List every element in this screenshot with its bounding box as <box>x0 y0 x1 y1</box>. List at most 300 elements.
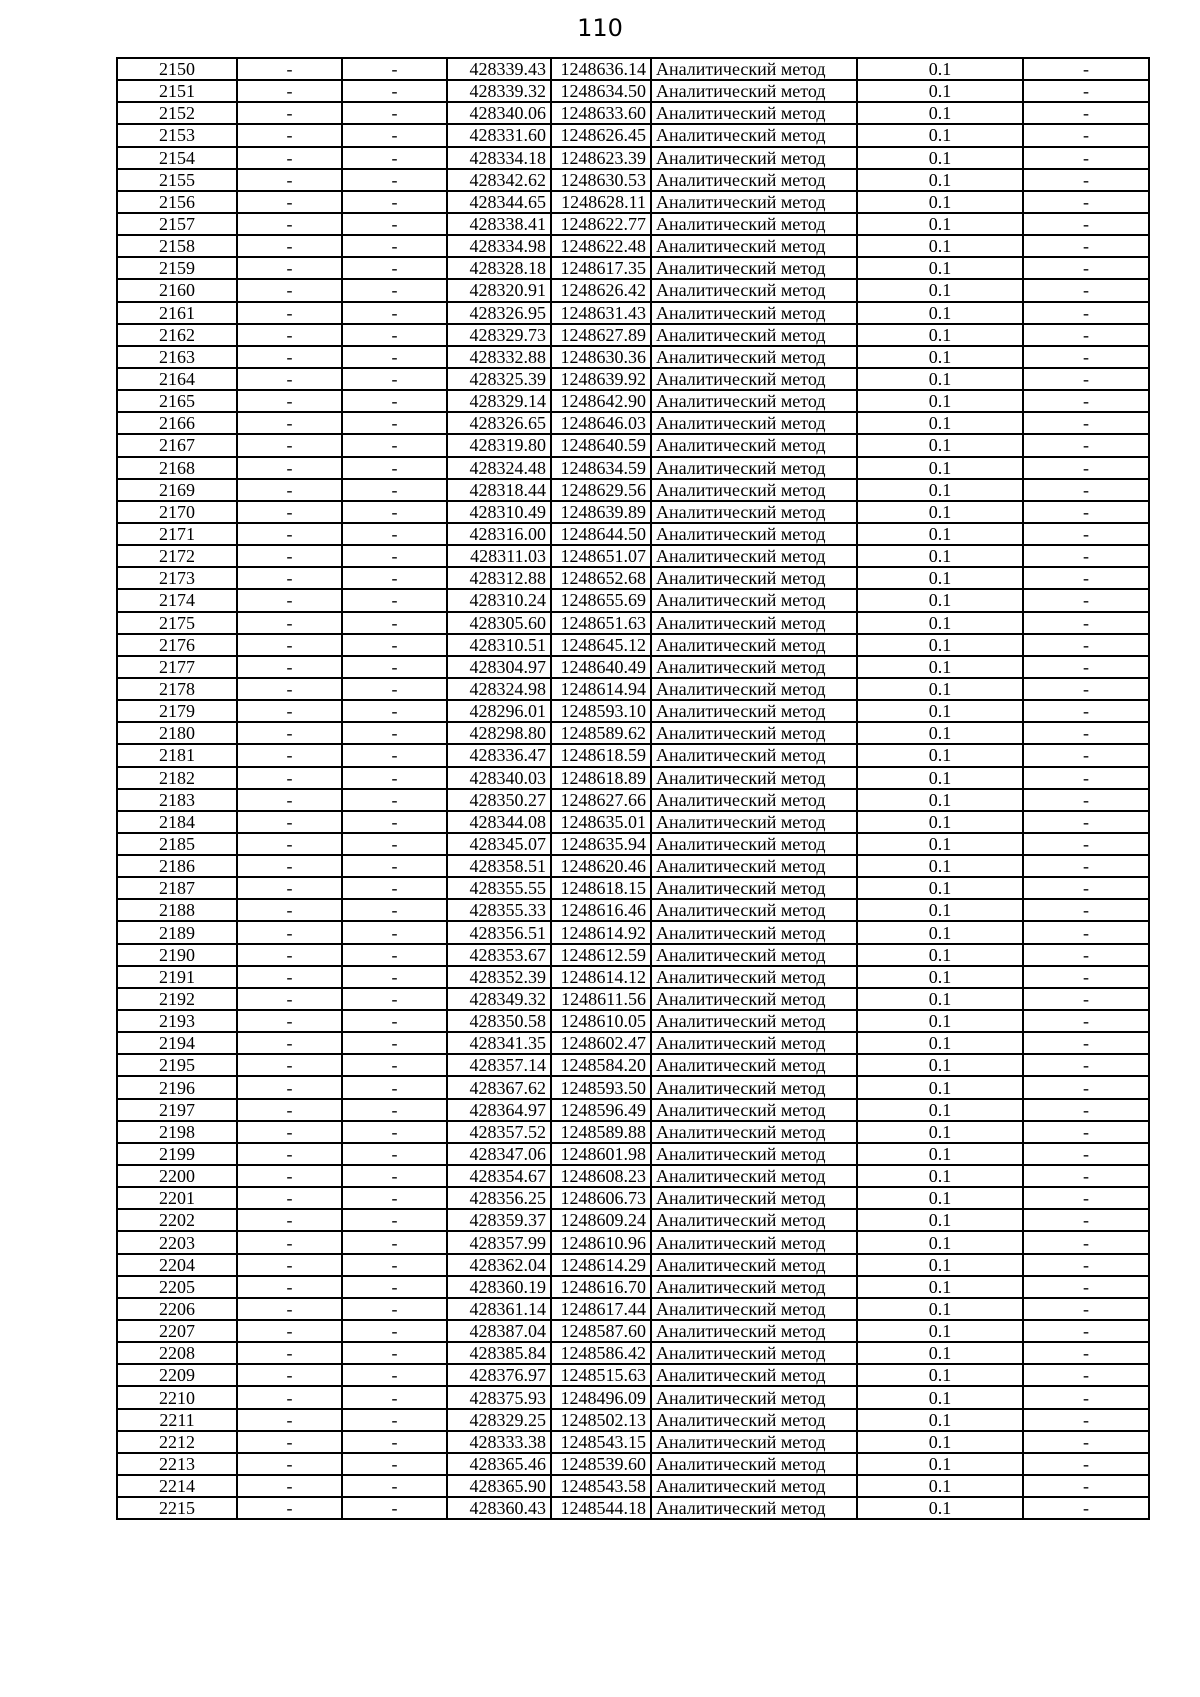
x-coordinate-cell: 428340.06 <box>447 102 551 124</box>
method-cell: Аналитический метод <box>651 1475 857 1497</box>
method-cell: Аналитический метод <box>651 102 857 124</box>
x-coordinate-cell: 428357.99 <box>447 1231 551 1253</box>
precision-cell: 0.1 <box>857 368 1023 390</box>
precision-cell: 0.1 <box>857 1409 1023 1431</box>
table-row <box>117 1497 1149 1519</box>
x-coordinate-cell: 428353.67 <box>447 944 551 966</box>
x-coordinate-cell: 428344.65 <box>447 191 551 213</box>
y-coordinate-cell: 1248627.66 <box>551 789 651 811</box>
method-cell: Аналитический метод <box>651 213 857 235</box>
table-row <box>117 966 1149 988</box>
table-row <box>117 213 1149 235</box>
description-cell: - <box>1023 346 1149 368</box>
point-number-cell: 2190 <box>117 944 237 966</box>
x-coordinate-cell: 428350.27 <box>447 789 551 811</box>
method-cell: Аналитический метод <box>651 1386 857 1408</box>
dash-cell-1: - <box>237 80 342 102</box>
x-coordinate-cell: 428305.60 <box>447 612 551 634</box>
description-cell: - <box>1023 368 1149 390</box>
y-coordinate-cell: 1248610.05 <box>551 1010 651 1032</box>
point-number-cell: 2188 <box>117 899 237 921</box>
dash-cell-1: - <box>237 567 342 589</box>
point-number-cell: 2185 <box>117 833 237 855</box>
point-number-cell: 2177 <box>117 656 237 678</box>
dash-cell-2: - <box>342 457 447 479</box>
method-cell: Аналитический метод <box>651 412 857 434</box>
dash-cell-2: - <box>342 324 447 346</box>
description-cell: - <box>1023 1386 1149 1408</box>
dash-cell-2: - <box>342 589 447 611</box>
description-cell: - <box>1023 191 1149 213</box>
point-number-cell: 2156 <box>117 191 237 213</box>
y-coordinate-cell: 1248633.60 <box>551 102 651 124</box>
point-number-cell: 2193 <box>117 1010 237 1032</box>
point-number-cell: 2172 <box>117 545 237 567</box>
dash-cell-1: - <box>237 1298 342 1320</box>
x-coordinate-cell: 428350.58 <box>447 1010 551 1032</box>
y-coordinate-cell: 1248614.29 <box>551 1254 651 1276</box>
precision-cell: 0.1 <box>857 855 1023 877</box>
table-row <box>117 1320 1149 1342</box>
dash-cell-2: - <box>342 1099 447 1121</box>
point-number-cell: 2184 <box>117 811 237 833</box>
description-cell: - <box>1023 1453 1149 1475</box>
point-number-cell: 2195 <box>117 1054 237 1076</box>
y-coordinate-cell: 1248646.03 <box>551 412 651 434</box>
dash-cell-1: - <box>237 612 342 634</box>
dash-cell-1: - <box>237 589 342 611</box>
y-coordinate-cell: 1248589.62 <box>551 722 651 744</box>
dash-cell-2: - <box>342 1298 447 1320</box>
dash-cell-2: - <box>342 58 447 80</box>
method-cell: Аналитический метод <box>651 80 857 102</box>
description-cell: - <box>1023 855 1149 877</box>
x-coordinate-cell: 428365.90 <box>447 1475 551 1497</box>
method-cell: Аналитический метод <box>651 1209 857 1231</box>
dash-cell-1: - <box>237 811 342 833</box>
table-row <box>117 1409 1149 1431</box>
dash-cell-2: - <box>342 1187 447 1209</box>
table-row <box>117 1254 1149 1276</box>
point-number-cell: 2212 <box>117 1431 237 1453</box>
method-cell: Аналитический метод <box>651 1121 857 1143</box>
y-coordinate-cell: 1248655.69 <box>551 589 651 611</box>
precision-cell: 0.1 <box>857 921 1023 943</box>
y-coordinate-cell: 1248612.59 <box>551 944 651 966</box>
dash-cell-2: - <box>342 1054 447 1076</box>
y-coordinate-cell: 1248630.53 <box>551 169 651 191</box>
y-coordinate-cell: 1248629.56 <box>551 479 651 501</box>
table-row <box>117 877 1149 899</box>
dash-cell-2: - <box>342 523 447 545</box>
dash-cell-1: - <box>237 678 342 700</box>
y-coordinate-cell: 1248631.43 <box>551 302 651 324</box>
x-coordinate-cell: 428376.97 <box>447 1364 551 1386</box>
point-number-cell: 2152 <box>117 102 237 124</box>
dash-cell-2: - <box>342 921 447 943</box>
dash-cell-1: - <box>237 988 342 1010</box>
x-coordinate-cell: 428304.97 <box>447 656 551 678</box>
dash-cell-1: - <box>237 789 342 811</box>
precision-cell: 0.1 <box>857 1076 1023 1098</box>
y-coordinate-cell: 1248622.48 <box>551 235 651 257</box>
description-cell: - <box>1023 1497 1149 1519</box>
precision-cell: 0.1 <box>857 102 1023 124</box>
dash-cell-1: - <box>237 412 342 434</box>
method-cell: Аналитический метод <box>651 612 857 634</box>
table-row <box>117 147 1149 169</box>
point-number-cell: 2198 <box>117 1121 237 1143</box>
dash-cell-2: - <box>342 944 447 966</box>
dash-cell-1: - <box>237 368 342 390</box>
dash-cell-1: - <box>237 944 342 966</box>
method-cell: Аналитический метод <box>651 479 857 501</box>
dash-cell-1: - <box>237 899 342 921</box>
table-row <box>117 1143 1149 1165</box>
description-cell: - <box>1023 1320 1149 1342</box>
dash-cell-1: - <box>237 1121 342 1143</box>
x-coordinate-cell: 428334.98 <box>447 235 551 257</box>
description-cell: - <box>1023 678 1149 700</box>
dash-cell-1: - <box>237 235 342 257</box>
x-coordinate-cell: 428362.04 <box>447 1254 551 1276</box>
description-cell: - <box>1023 390 1149 412</box>
dash-cell-1: - <box>237 434 342 456</box>
dash-cell-2: - <box>342 102 447 124</box>
point-number-cell: 2187 <box>117 877 237 899</box>
y-coordinate-cell: 1248609.24 <box>551 1209 651 1231</box>
description-cell: - <box>1023 1231 1149 1253</box>
point-number-cell: 2205 <box>117 1276 237 1298</box>
dash-cell-1: - <box>237 1453 342 1475</box>
point-number-cell: 2200 <box>117 1165 237 1187</box>
dash-cell-1: - <box>237 213 342 235</box>
precision-cell: 0.1 <box>857 279 1023 301</box>
table-row <box>117 722 1149 744</box>
y-coordinate-cell: 1248627.89 <box>551 324 651 346</box>
dash-cell-1: - <box>237 124 342 146</box>
table-row <box>117 457 1149 479</box>
dash-cell-2: - <box>342 988 447 1010</box>
table-row <box>117 1165 1149 1187</box>
y-coordinate-cell: 1248584.20 <box>551 1054 651 1076</box>
dash-cell-2: - <box>342 1453 447 1475</box>
dash-cell-1: - <box>237 102 342 124</box>
description-cell: - <box>1023 1187 1149 1209</box>
description-cell: - <box>1023 279 1149 301</box>
dash-cell-2: - <box>342 899 447 921</box>
precision-cell: 0.1 <box>857 966 1023 988</box>
description-cell: - <box>1023 789 1149 811</box>
table-row <box>117 589 1149 611</box>
table-row <box>117 567 1149 589</box>
x-coordinate-cell: 428365.46 <box>447 1453 551 1475</box>
description-cell: - <box>1023 545 1149 567</box>
point-number-cell: 2170 <box>117 501 237 523</box>
y-coordinate-cell: 1248618.15 <box>551 877 651 899</box>
x-coordinate-cell: 428356.25 <box>447 1187 551 1209</box>
description-cell: - <box>1023 899 1149 921</box>
point-number-cell: 2182 <box>117 767 237 789</box>
description-cell: - <box>1023 833 1149 855</box>
dash-cell-2: - <box>342 147 447 169</box>
table-row <box>117 501 1149 523</box>
point-number-cell: 2196 <box>117 1076 237 1098</box>
x-coordinate-cell: 428367.62 <box>447 1076 551 1098</box>
x-coordinate-cell: 428328.18 <box>447 257 551 279</box>
table-row <box>117 368 1149 390</box>
table-row <box>117 523 1149 545</box>
x-coordinate-cell: 428311.03 <box>447 545 551 567</box>
y-coordinate-cell: 1248651.63 <box>551 612 651 634</box>
method-cell: Аналитический метод <box>651 1054 857 1076</box>
dash-cell-2: - <box>342 390 447 412</box>
table-row <box>117 656 1149 678</box>
table-row <box>117 1453 1149 1475</box>
y-coordinate-cell: 1248616.70 <box>551 1276 651 1298</box>
method-cell: Аналитический метод <box>651 1032 857 1054</box>
precision-cell: 0.1 <box>857 567 1023 589</box>
precision-cell: 0.1 <box>857 1209 1023 1231</box>
description-cell: - <box>1023 612 1149 634</box>
x-coordinate-cell: 428355.55 <box>447 877 551 899</box>
point-number-cell: 2165 <box>117 390 237 412</box>
y-coordinate-cell: 1248608.23 <box>551 1165 651 1187</box>
point-number-cell: 2154 <box>117 147 237 169</box>
dash-cell-1: - <box>237 58 342 80</box>
point-number-cell: 2168 <box>117 457 237 479</box>
precision-cell: 0.1 <box>857 1165 1023 1187</box>
dash-cell-2: - <box>342 279 447 301</box>
table-row <box>117 58 1149 80</box>
table-row <box>117 744 1149 766</box>
description-cell: - <box>1023 501 1149 523</box>
dash-cell-2: - <box>342 412 447 434</box>
precision-cell: 0.1 <box>857 390 1023 412</box>
description-cell: - <box>1023 1010 1149 1032</box>
dash-cell-1: - <box>237 457 342 479</box>
precision-cell: 0.1 <box>857 169 1023 191</box>
method-cell: Аналитический метод <box>651 700 857 722</box>
y-coordinate-cell: 1248614.12 <box>551 966 651 988</box>
dash-cell-1: - <box>237 1209 342 1231</box>
point-number-cell: 2167 <box>117 434 237 456</box>
description-cell: - <box>1023 767 1149 789</box>
y-coordinate-cell: 1248652.68 <box>551 567 651 589</box>
dash-cell-2: - <box>342 634 447 656</box>
x-coordinate-cell: 428338.41 <box>447 213 551 235</box>
dash-cell-1: - <box>237 191 342 213</box>
point-number-cell: 2155 <box>117 169 237 191</box>
x-coordinate-cell: 428324.98 <box>447 678 551 700</box>
method-cell: Аналитический метод <box>651 1364 857 1386</box>
table-row <box>117 1364 1149 1386</box>
x-coordinate-cell: 428342.62 <box>447 169 551 191</box>
y-coordinate-cell: 1248617.44 <box>551 1298 651 1320</box>
method-cell: Аналитический метод <box>651 589 857 611</box>
description-cell: - <box>1023 1431 1149 1453</box>
x-coordinate-cell: 428320.91 <box>447 279 551 301</box>
precision-cell: 0.1 <box>857 877 1023 899</box>
precision-cell: 0.1 <box>857 1453 1023 1475</box>
dash-cell-1: - <box>237 722 342 744</box>
dash-cell-1: - <box>237 1076 342 1098</box>
precision-cell: 0.1 <box>857 324 1023 346</box>
y-coordinate-cell: 1248614.92 <box>551 921 651 943</box>
description-cell: - <box>1023 1076 1149 1098</box>
method-cell: Аналитический метод <box>651 147 857 169</box>
dash-cell-1: - <box>237 1010 342 1032</box>
dash-cell-2: - <box>342 368 447 390</box>
method-cell: Аналитический метод <box>651 324 857 346</box>
description-cell: - <box>1023 1209 1149 1231</box>
table-row <box>117 988 1149 1010</box>
x-coordinate-cell: 428333.38 <box>447 1431 551 1453</box>
description-cell: - <box>1023 1143 1149 1165</box>
description-cell: - <box>1023 1032 1149 1054</box>
table-row <box>117 169 1149 191</box>
method-cell: Аналитический метод <box>651 833 857 855</box>
precision-cell: 0.1 <box>857 789 1023 811</box>
dash-cell-1: - <box>237 279 342 301</box>
y-coordinate-cell: 1248606.73 <box>551 1187 651 1209</box>
precision-cell: 0.1 <box>857 634 1023 656</box>
description-cell: - <box>1023 324 1149 346</box>
precision-cell: 0.1 <box>857 1032 1023 1054</box>
precision-cell: 0.1 <box>857 434 1023 456</box>
point-number-cell: 2153 <box>117 124 237 146</box>
precision-cell: 0.1 <box>857 1143 1023 1165</box>
dash-cell-2: - <box>342 811 447 833</box>
precision-cell: 0.1 <box>857 656 1023 678</box>
method-cell: Аналитический метод <box>651 921 857 943</box>
dash-cell-2: - <box>342 501 447 523</box>
x-coordinate-cell: 428329.14 <box>447 390 551 412</box>
dash-cell-2: - <box>342 966 447 988</box>
precision-cell: 0.1 <box>857 1187 1023 1209</box>
dash-cell-2: - <box>342 1032 447 1054</box>
method-cell: Аналитический метод <box>651 523 857 545</box>
dash-cell-2: - <box>342 1076 447 1098</box>
dash-cell-1: - <box>237 700 342 722</box>
x-coordinate-cell: 428334.18 <box>447 147 551 169</box>
y-coordinate-cell: 1248640.59 <box>551 434 651 456</box>
y-coordinate-cell: 1248626.45 <box>551 124 651 146</box>
precision-cell: 0.1 <box>857 1364 1023 1386</box>
dash-cell-1: - <box>237 169 342 191</box>
table-row <box>117 1276 1149 1298</box>
precision-cell: 0.1 <box>857 235 1023 257</box>
method-cell: Аналитический метод <box>651 434 857 456</box>
description-cell: - <box>1023 1099 1149 1121</box>
x-coordinate-cell: 428340.03 <box>447 767 551 789</box>
point-number-cell: 2171 <box>117 523 237 545</box>
method-cell: Аналитический метод <box>651 1099 857 1121</box>
method-cell: Аналитический метод <box>651 58 857 80</box>
point-number-cell: 2157 <box>117 213 237 235</box>
method-cell: Аналитический метод <box>651 501 857 523</box>
method-cell: Аналитический метод <box>651 744 857 766</box>
precision-cell: 0.1 <box>857 722 1023 744</box>
description-cell: - <box>1023 589 1149 611</box>
dash-cell-2: - <box>342 257 447 279</box>
point-number-cell: 2189 <box>117 921 237 943</box>
method-cell: Аналитический метод <box>651 279 857 301</box>
method-cell: Аналитический метод <box>651 1320 857 1342</box>
y-coordinate-cell: 1248644.50 <box>551 523 651 545</box>
point-number-cell: 2192 <box>117 988 237 1010</box>
point-number-cell: 2208 <box>117 1342 237 1364</box>
x-coordinate-cell: 428339.32 <box>447 80 551 102</box>
description-cell: - <box>1023 988 1149 1010</box>
point-number-cell: 2186 <box>117 855 237 877</box>
point-number-cell: 2213 <box>117 1453 237 1475</box>
point-number-cell: 2175 <box>117 612 237 634</box>
dash-cell-1: - <box>237 634 342 656</box>
y-coordinate-cell: 1248623.39 <box>551 147 651 169</box>
dash-cell-2: - <box>342 1342 447 1364</box>
method-cell: Аналитический метод <box>651 678 857 700</box>
table-row <box>117 899 1149 921</box>
description-cell: - <box>1023 58 1149 80</box>
x-coordinate-cell: 428361.14 <box>447 1298 551 1320</box>
method-cell: Аналитический метод <box>651 124 857 146</box>
x-coordinate-cell: 428357.52 <box>447 1121 551 1143</box>
y-coordinate-cell: 1248645.12 <box>551 634 651 656</box>
method-cell: Аналитический метод <box>651 1497 857 1519</box>
dash-cell-2: - <box>342 1497 447 1519</box>
point-number-cell: 2207 <box>117 1320 237 1342</box>
precision-cell: 0.1 <box>857 1298 1023 1320</box>
precision-cell: 0.1 <box>857 678 1023 700</box>
point-number-cell: 2202 <box>117 1209 237 1231</box>
precision-cell: 0.1 <box>857 302 1023 324</box>
dash-cell-2: - <box>342 479 447 501</box>
y-coordinate-cell: 1248502.13 <box>551 1409 651 1431</box>
table-row <box>117 700 1149 722</box>
precision-cell: 0.1 <box>857 1475 1023 1497</box>
method-cell: Аналитический метод <box>651 545 857 567</box>
precision-cell: 0.1 <box>857 1431 1023 1453</box>
dash-cell-1: - <box>237 523 342 545</box>
point-number-cell: 2176 <box>117 634 237 656</box>
table-row <box>117 921 1149 943</box>
dash-cell-2: - <box>342 678 447 700</box>
method-cell: Аналитический метод <box>651 1143 857 1165</box>
table-row <box>117 191 1149 213</box>
x-coordinate-cell: 428339.43 <box>447 58 551 80</box>
description-cell: - <box>1023 80 1149 102</box>
y-coordinate-cell: 1248586.42 <box>551 1342 651 1364</box>
dash-cell-1: - <box>237 1409 342 1431</box>
x-coordinate-cell: 428318.44 <box>447 479 551 501</box>
table-row <box>117 811 1149 833</box>
point-number-cell: 2210 <box>117 1386 237 1408</box>
description-cell: - <box>1023 1342 1149 1364</box>
description-cell: - <box>1023 1165 1149 1187</box>
description-cell: - <box>1023 523 1149 545</box>
table-row <box>117 1121 1149 1143</box>
dash-cell-1: - <box>237 921 342 943</box>
description-cell: - <box>1023 567 1149 589</box>
method-cell: Аналитический метод <box>651 656 857 678</box>
table-row <box>117 279 1149 301</box>
method-cell: Аналитический метод <box>651 722 857 744</box>
point-number-cell: 2199 <box>117 1143 237 1165</box>
dash-cell-2: - <box>342 80 447 102</box>
table-row <box>117 346 1149 368</box>
x-coordinate-cell: 428345.07 <box>447 833 551 855</box>
